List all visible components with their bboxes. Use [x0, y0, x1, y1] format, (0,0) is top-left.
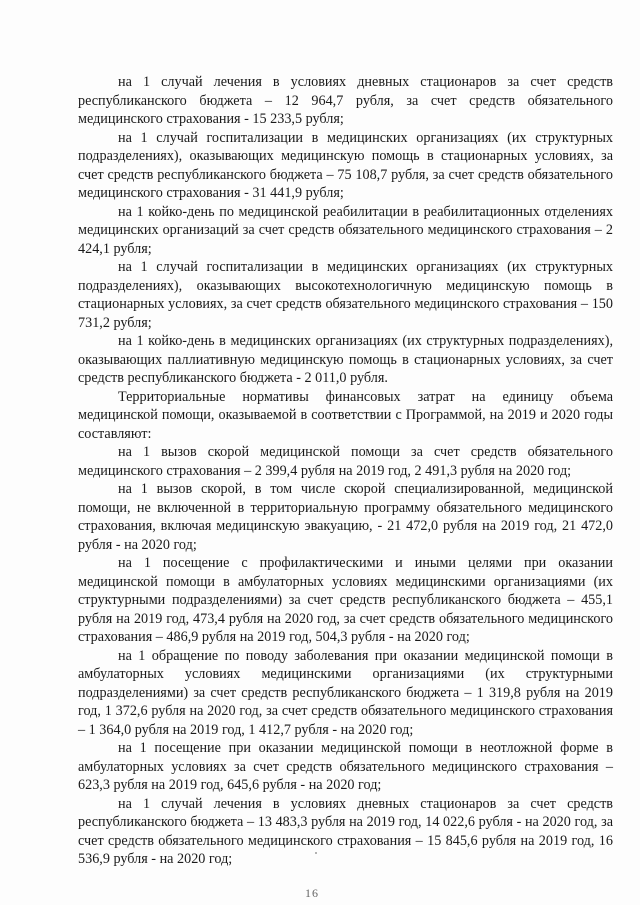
paragraph: на 1 случай госпитализации в медицинских организациях (их структурных подразделениях), оказывающих высокотехнологичную медицинскую помощь в стационарных условиях, за счет средств обязательного медицинского страхования – 150 731,2 рубля; — [78, 259, 613, 331]
paragraph: на 1 вызов скорой, в том числе скорой специализированной, медицинской помощи, не включенной в территориальную программу обязательного медицинского страхования, включая медицинскую эвакуацию, - 21 472,0 рубля на 2019 год, 21 472,0 рубля - на 2020 год; — [78, 481, 613, 553]
paragraph: на 1 вызов скорой медицинской помощи за счет средств обязательного медицинского страхования – 2 399,4 рубля на 2019 год, 2 491,3 рубля на 2020 год; — [78, 444, 613, 479]
paragraph: на 1 обращение по поводу заболевания при оказании медицинской помощи в амбулаторных условиях медицинскими организациями (их структурными подразделениями) за счет средств республиканского бюджета – 1 319,8 рубля на 2019 год, 1 372,6 рубля на 2020 год, за счет средств обязательного медицинского страхования – 1 364,0 рубля на 2019 год, 1 412,7 рубля - на 2020 год; — [78, 647, 613, 738]
paragraph: на 1 койко-день по медицинской реабилитации в реабилитационных отделениях медицинских организаций за счет средств обязательного медицинского страхования – 2 424,1 рубля; — [78, 203, 613, 257]
paragraph: на 1 случай лечения в условиях дневных стационаров за счет средств республиканского бюджета – 13 483,3 рубля на 2019 год, 14 022,6 рубля - на 2020 год, за счет средств обязательного медицинского страхования – 15 845,6 рубля на 2019 год, 16 536,9 рубля - на 2020 год; — [78, 795, 613, 867]
paragraph: на 1 посещение с профилактическими и иными целями при оказании медицинской помощи в амбулаторных условиях медицинскими организациями (их структурными подразделениями) за счет средств республиканского бюджета – 455,1 рубля на 2019 год, 473,4 рубля на 2020 год, за счет средств обязательного медицинского страхования – 486,9 рубля на 2019 год, 504,3 рубля - на 2020 год; — [78, 555, 613, 645]
document-body — [78, 73, 613, 869]
paragraph: на 1 койко-день в медицинских организациях (их структурных подразделениях), оказывающих паллиативную медицинскую помощь в стационарных условиях, за счет средств республиканского бюджета - 2 011,0 рубля. — [78, 333, 613, 386]
page-number: 16 — [305, 886, 319, 898]
paragraph: на 1 посещение при оказании медицинской помощи в неотложной форме в амбулаторных условиях за счет средств обязательного медицинского страхования – 623,3 рубля на 2019 год, 645,6 рубля - на 2020 год; — [78, 740, 613, 793]
paragraph: на 1 случай госпитализации в медицинских организациях (их структурных подразделениях), оказывающих медицинскую помощь в стационарных условиях, за счет средств республиканского бюджета – 75 108,7 рубля, за счет средств обязательного медицинского страхования - 31 441,9 рубля; — [78, 129, 613, 201]
paragraph: Территориальные нормативы финансовых затрат на единицу объема медицинской помощи, оказываемой в соответствии с Программой, на 2019 и 2020 годы составляют: — [78, 388, 613, 442]
paragraph: на 1 случай лечения в условиях дневных стационаров за счет средств республиканского бюджета – 12 964,7 рубля, за счет средств обязательного медицинского страхования - 15 233,5 рубля; — [78, 74, 613, 127]
scan-speck — [315, 852, 317, 854]
